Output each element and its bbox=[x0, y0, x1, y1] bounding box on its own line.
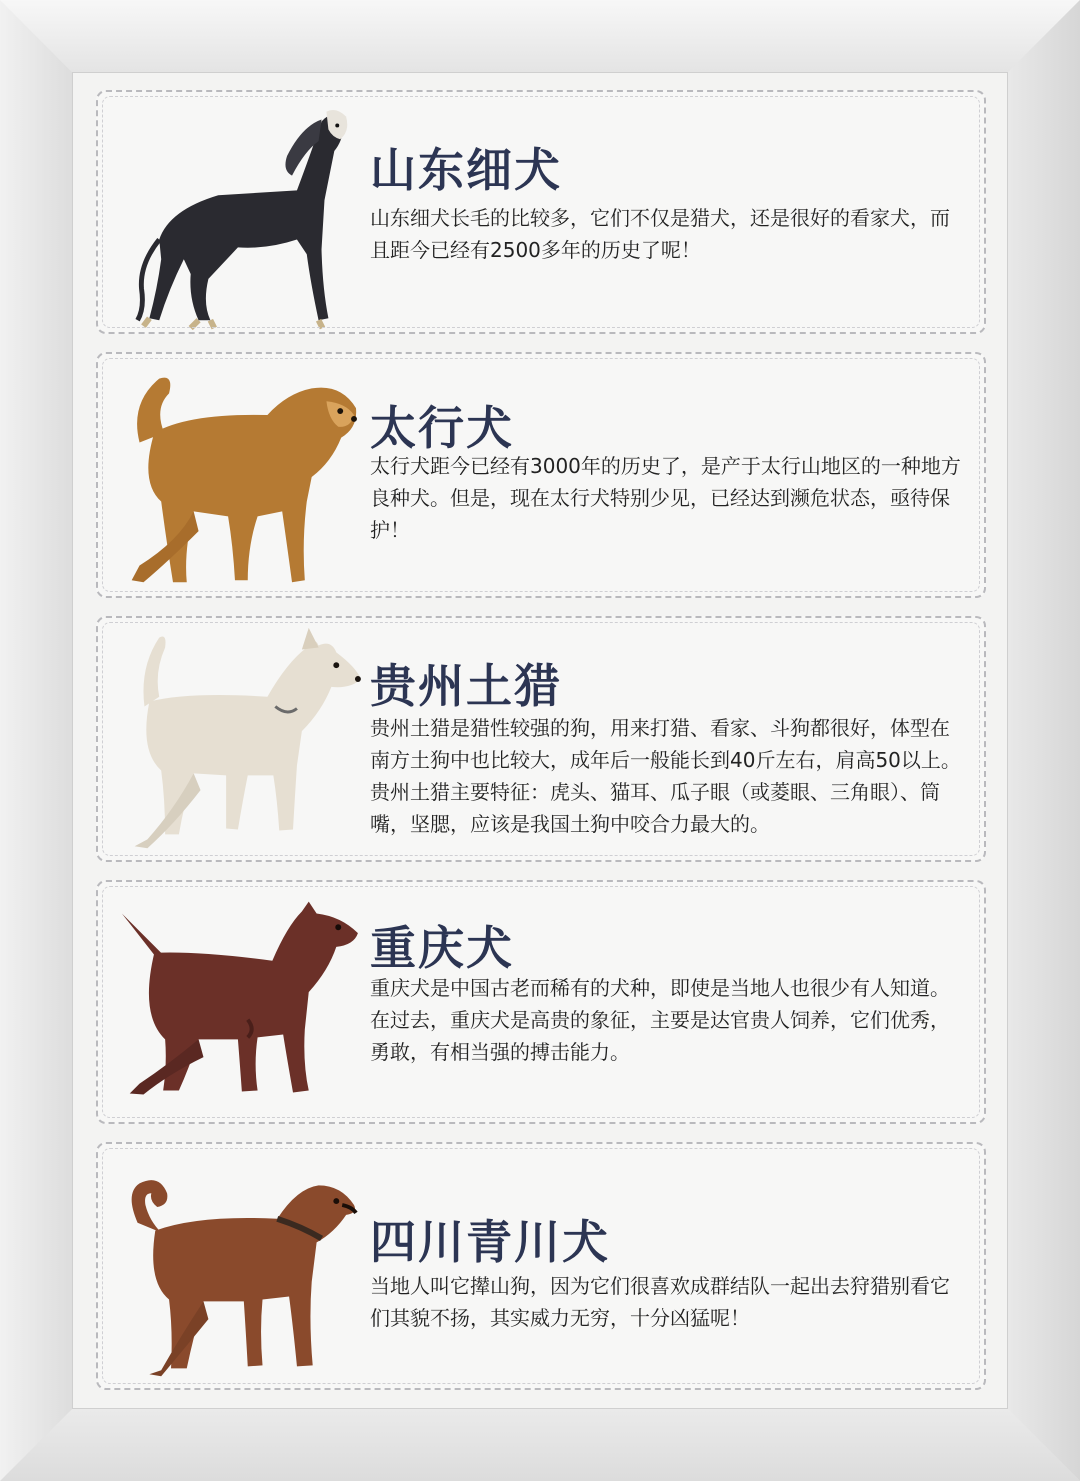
breed-title: 贵州土猎 bbox=[370, 659, 562, 713]
breed-description-paragraph: 重庆犬是中国古老而稀有的犬种，即使是当地人也很少有人知道。 bbox=[370, 976, 950, 1000]
dog-image-shandong-xiquan bbox=[98, 92, 368, 332]
breed-description-paragraph: 当地人叫它撵山狗，因为它们很喜欢成群结队一起出去狩猎别看它们其貌不扬，其实威力无穷，十分凶猛呢！ bbox=[370, 1274, 950, 1330]
breed-description-paragraph: 贵州土猎是猎性较强的狗，用来打猎、看家、斗狗都很好，体型在南方土狗中也比较大，成年后一般能长到40斤左右，肩高50以上。 贵州土猎主要特征：虎头、猫耳、瓜子眼（或菱眼、三角眼）、筒嘴，坚腮，应该是我国土狗中咬合力最大的。 bbox=[370, 716, 961, 836]
frame-edge-bottom bbox=[0, 1409, 1080, 1481]
breed-title: 重庆犬 bbox=[370, 921, 514, 975]
sighthound-illustration bbox=[98, 92, 368, 332]
breed-title: 太行犬 bbox=[370, 401, 514, 455]
breed-card-sichuan-qingchuan bbox=[96, 1142, 986, 1390]
breed-card-shandong-xiquan bbox=[96, 90, 986, 334]
breed-card-chongqing bbox=[96, 880, 986, 1124]
cream-dog-illustration bbox=[98, 618, 368, 860]
frame-edge-left bbox=[0, 0, 72, 1481]
breed-description bbox=[370, 1270, 962, 1334]
breed-description bbox=[370, 450, 962, 546]
dog-image-sichuan-qingchuan bbox=[98, 1144, 368, 1388]
breed-description bbox=[370, 712, 962, 840]
brown-curly-tail-dog-illustration bbox=[98, 1144, 368, 1388]
breed-title: 四川青川犬 bbox=[370, 1215, 610, 1269]
dog-image-taihang bbox=[98, 354, 368, 596]
frame-edge-top bbox=[0, 0, 1080, 72]
frame-edge-right bbox=[1008, 0, 1080, 1481]
breed-description-paragraph: 在过去，重庆犬是高贵的象征，主要是达官贵人饲养，它们优秀，勇敢，有相当强的搏击能力。 bbox=[370, 1008, 950, 1064]
reddish-brown-dog-illustration bbox=[98, 882, 368, 1122]
breed-description-paragraph: 太行犬距今已经有3000年的历史了，是产于太行山地区的一种地方良种犬。但是，现在太行犬特别少见，已经达到濒危状态，亟待保护！ bbox=[370, 454, 961, 542]
breed-title: 山东细犬 bbox=[370, 143, 562, 197]
breed-description-paragraph: 山东细犬长毛的比较多，它们不仅是猎犬，还是很好的看家犬，而且距今已经有2500多年的历史了呢！ bbox=[370, 206, 950, 262]
breed-description bbox=[370, 972, 962, 1068]
dog-image-chongqing bbox=[98, 882, 368, 1122]
dog-image-guizhou-tulie bbox=[98, 618, 368, 860]
breed-description bbox=[370, 202, 962, 266]
breed-card-taihang bbox=[96, 352, 986, 598]
breed-card-guizhou-tulie bbox=[96, 616, 986, 862]
tan-dog-illustration bbox=[98, 354, 368, 596]
